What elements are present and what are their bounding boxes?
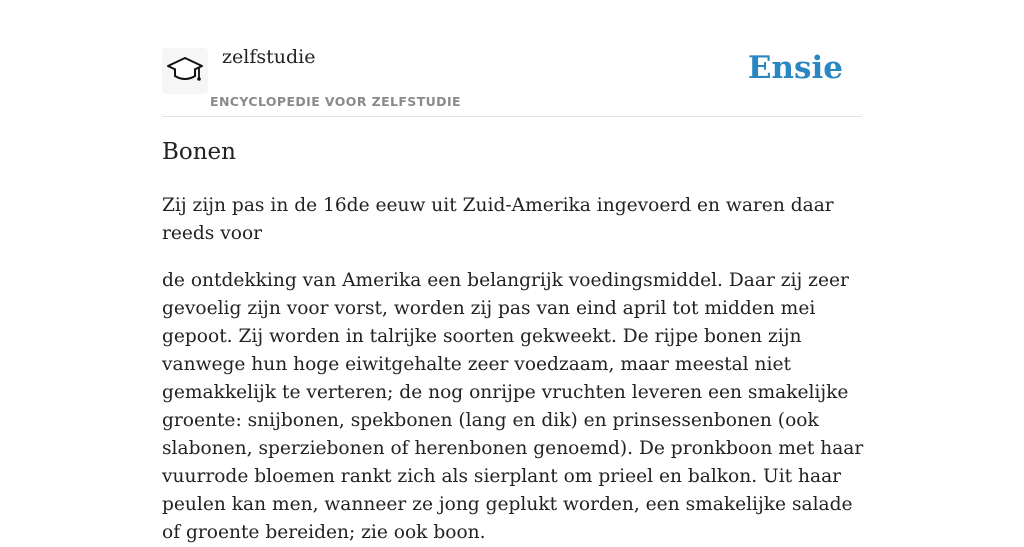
site-tagline: ENCYCLOPEDIE VOOR ZELFSTUDIE [210,94,461,109]
site-header [162,0,862,117]
ensie-brand-link[interactable]: Ensie [747,50,843,86]
graduation-cap-icon[interactable] [162,48,208,94]
site-name[interactable]: zelfstudie [222,46,316,68]
article-paragraph-2: de ontdekking van Amerika een belangrijk voedingsmiddel. Daar zij zeer gevoelig zijn voor vorst, worden zij pas van eind april tot midden mei gepoot. Zij worden in talrijke soorten gekweekt. De rijpe bonen zijn vanwege hun hoge eiwitgehalte zeer voedzaam, maar meestal niet gemakkelijk te verteren; de nog onrijpe vruchten leveren een smakelijke groente: snijbonen, spekbonen (lang en dik) en prinsessenbonen (ook slabonen, sperziebonen of herenbonen genoemd). De pronkboon met haar vuurrode bloemen rankt zich als sierplant om prieel en balkon. Uit haar peulen kan men, wanneer ze jong geplukt worden, een smakelijke salade of groente bereiden; zie ook boon. [162,270,864,543]
article-title: Bonen [162,139,236,165]
article-paragraph-1: Zij zijn pas in de 16de eeuw uit Zuid-Amerika ingevoerd en waren daar reeds voor [162,195,834,244]
